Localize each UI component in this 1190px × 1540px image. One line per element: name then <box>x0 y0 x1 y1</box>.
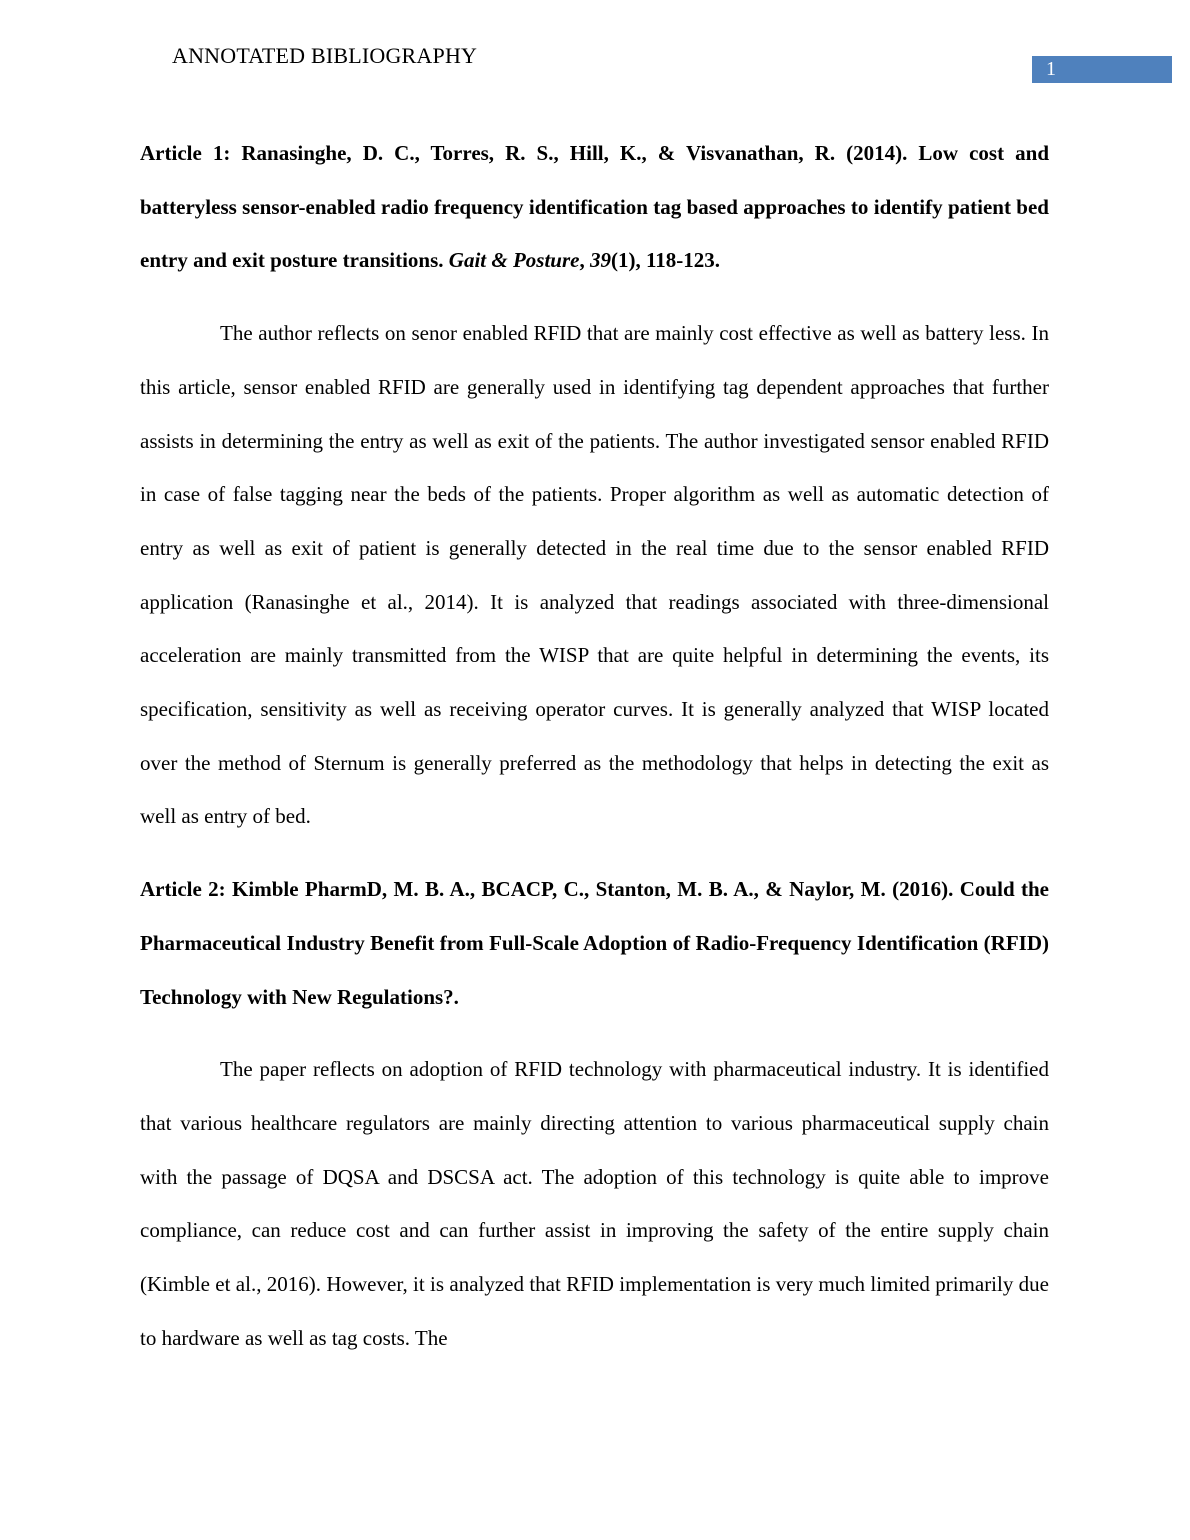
article-1-issue-pages: (1), 118-123. <box>610 248 721 273</box>
article-1-citation-lead: Article 1: Ranasinghe, D. C., Torres, R. S., Hill, K., & Visvanathan, R. (2014). Low cost and batteryless sensor-enabled radio frequency identification tag based approaches to identify patient bed entry and exit posture transitions. <box>140 141 1049 273</box>
document-body <box>140 127 1049 1384</box>
article-1-comma: , <box>579 248 590 273</box>
article-1-journal: Gait & Posture <box>448 248 580 273</box>
article-1-annotation: The author reflects on senor enabled RFID that are mainly cost effective as well as battery less. In this article, sensor enabled RFID are generally used in identifying tag dependent approaches that further assists in determining the entry as well as exit of the patients. The author investigated sensor enabled RFID in case of false tagging near the beds of the patients. Proper algorithm as well as automatic detection of entry as well as exit of patient is generally detected in the real time due to the sensor enabled RFID application (Ranasinghe et al., 2014). It is analyzed that readings associated with three-dimensional acceleration are mainly transmitted from the WISP that are quite helpful in determining the events, its specification, sensitivity as well as receiving operator curves. It is generally analyzed that WISP located over the method of Sternum is generally preferred as the methodology that helps in detecting the exit as well as entry of bed. <box>140 321 1049 829</box>
article-2-citation: Article 2: Kimble PharmD, M. B. A., BCACP, C., Stanton, M. B. A., & Naylor, M. (2016). Could the Pharmaceutical Industry Benefit from Full-Scale Adoption of Radio-Frequency Identification (RFID) Technology with New Regulations?. <box>140 877 1049 1009</box>
article-1-citation <box>140 127 1049 288</box>
page-number: 1 <box>1046 58 1056 80</box>
article-1-volume: 39 <box>589 248 611 273</box>
article-2-annotation: The paper reflects on adoption of RFID technology with pharmaceutical industry. It is identified that various healthcare regulators are mainly directing attention to various pharmaceutical supply chain with the passage of DQSA and DSCSA act. The adoption of this technology is quite able to improve compliance, can reduce cost and can further assist in improving the safety of the entire supply chain (Kimble et al., 2016). However, it is analyzed that RFID implementation is very much limited primarily due to hardware as well as tag costs. The <box>140 1057 1049 1350</box>
running-head: ANNOTATED BIBLIOGRAPHY <box>172 43 478 68</box>
page-number-box <box>1032 56 1172 83</box>
